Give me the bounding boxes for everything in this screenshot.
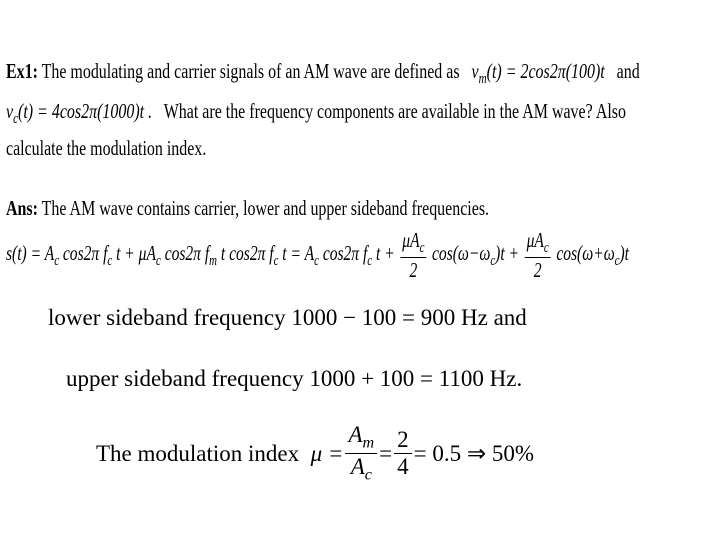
and-word: and	[616, 59, 640, 83]
index-result: = 0.5 ⇒ 50%	[413, 440, 535, 466]
question-text-1: The modulating and carrier signals of an AM wave are defined as	[41, 59, 460, 83]
lower-sideband-line: lower sideband frequency 1000 − 100 = 900 Hz and	[48, 305, 527, 330]
fraction-2-4: $\frac{2}{4}$	[394, 427, 412, 481]
modulation-index-label: The modulation index	[96, 440, 300, 466]
answer-line	[6, 196, 489, 221]
mu-symbol: μ =	[310, 440, 344, 466]
question-label: Ex1:	[6, 59, 38, 83]
answer-label: Ans:	[6, 196, 38, 220]
equals-sign: =	[379, 440, 393, 466]
fraction-am-ac: $\frac{A_m}{A_c}$	[345, 422, 377, 485]
am-equation: $s(t) = A_c$ cos2π $f_c$ $t + \mu A_c$ cos2π $f_m$ t cos2π $f_c$ $t = A_c$ cos2π $f_c$ t + $\frac{\mu A_c}{2}$ $\cos(\omega-\omega_c)t$ + $\frac{\mu A_c}{2}$ $\cos(\omega+\omega_c)t$	[6, 228, 629, 283]
vm-expression: $v_m(t) = 2\cos 2\pi(100)t$	[471, 59, 605, 88]
fraction-lower: $\frac{\mu A_c}{2}$	[400, 228, 427, 282]
question-line-1	[6, 59, 640, 88]
vc-expression: $v_c(t) = 4\cos 2\pi(1000)t$ .	[6, 99, 153, 128]
modulation-index-line	[96, 422, 534, 485]
question-text-2: What are the frequency components are available in the AM wave? Also	[163, 99, 626, 123]
upper-sideband-line: upper sideband frequency 1000 + 100 = 1100 Hz.	[66, 366, 523, 391]
question-line-2	[6, 99, 626, 128]
answer-text: The AM wave contains carrier, lower and upper sideband frequencies.	[41, 196, 490, 220]
fraction-upper: $\frac{\mu A_c}{2}$	[524, 228, 551, 282]
question-line-3: calculate the modulation index.	[6, 136, 207, 160]
